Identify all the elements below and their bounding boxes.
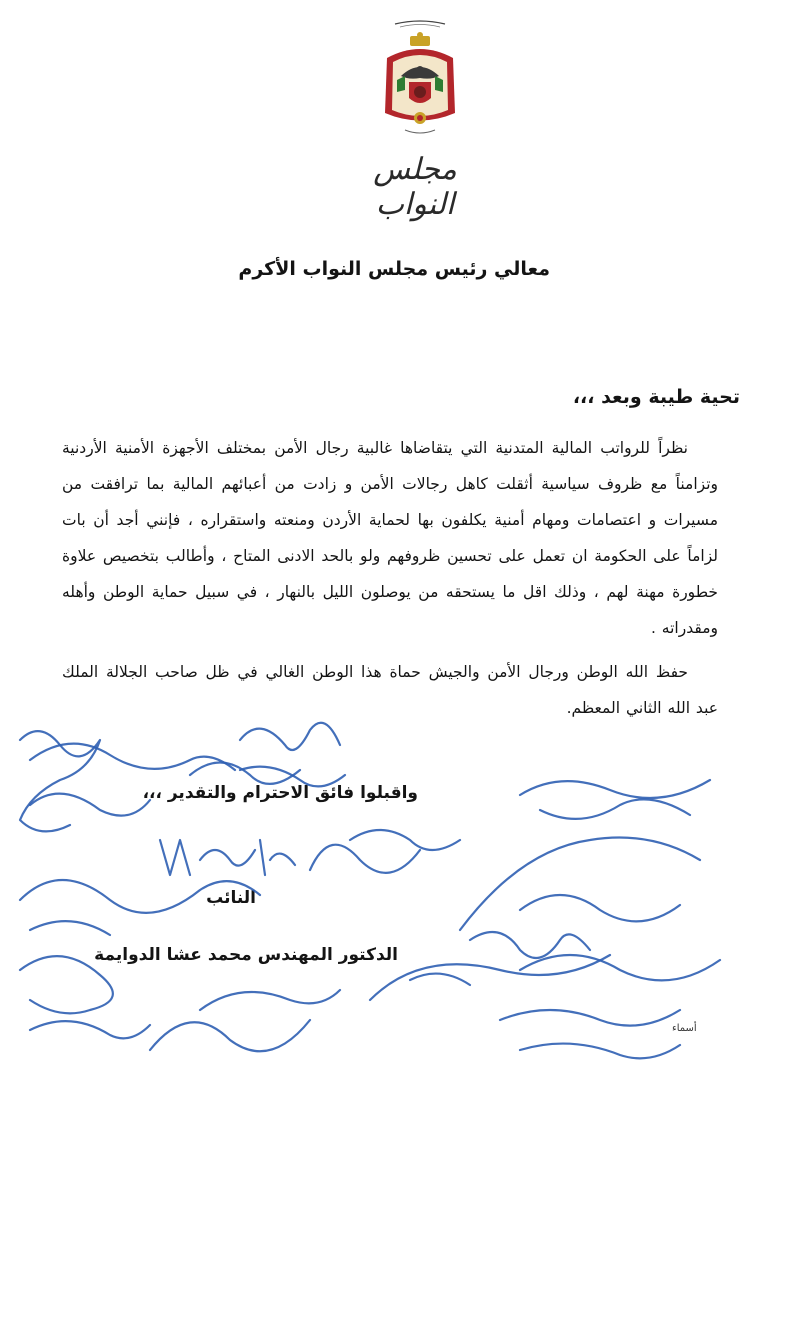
signature-6 bbox=[30, 794, 150, 816]
signatures-area bbox=[0, 700, 800, 1100]
signer-name: الدكتور المهندس محمد عشا الدوايمة bbox=[94, 945, 398, 965]
council-name: مجلس النواب bbox=[373, 152, 457, 222]
signature-2 bbox=[30, 744, 235, 770]
signature-3 bbox=[190, 763, 300, 784]
signature-20 bbox=[470, 932, 590, 958]
signature-13 bbox=[30, 1021, 150, 1038]
signature-15 bbox=[200, 990, 340, 1010]
names-label: أسماء bbox=[672, 1023, 697, 1034]
signature-22 bbox=[410, 974, 470, 985]
signature-7 bbox=[160, 840, 295, 875]
signature-4 bbox=[240, 723, 340, 750]
addressee-heading: معالي رئيس مجلس النواب الأكرم bbox=[238, 258, 550, 280]
signature-14 bbox=[150, 1020, 310, 1051]
signature-8 bbox=[310, 845, 420, 873]
signature-21 bbox=[370, 955, 610, 1000]
regards-line: واقبلوا فائق الاحترام والتقدير ،،، bbox=[142, 783, 418, 803]
greeting: تحية طيبة وبعد ،،، bbox=[572, 386, 740, 408]
signature-11 bbox=[30, 921, 110, 935]
signature-25 bbox=[520, 1044, 680, 1059]
jordan-coat-of-arms-icon bbox=[375, 18, 465, 143]
body-paragraph: نظراً للرواتب المالية المتدنية التي يتقاضاها غالبية رجال الأمن بمختلف الأجهزة الأمنية الأردنية وتزامناً مع ظروف سياسية أثقلت كاهل رجالات الأمن و زادت من أعبائهم المالية بما ترافقت من مسيرات و اعتصامات ومهام أمنية يكلفون بها لحماية الأردن ومنعته واستقراره ، فإنني أجد أن بات لزاماً على الحكومة ان تعمل على تحسين ظروفهم ولو بالحد الادنى المتاح ، وأطالب بتخصيص علاوة خطورة مهنة لهم ، وذلك اقل ما يستحقه من يوصلون الليل بالنهار ، في سبيل حماية الوطن وأهله ومقدراته . bbox=[62, 439, 718, 637]
signature-16 bbox=[520, 780, 710, 798]
letter-body bbox=[62, 430, 718, 726]
signature-1 bbox=[20, 731, 100, 831]
signature-23 bbox=[520, 955, 720, 980]
closing-paragraph: حفظ الله الوطن ورجال الأمن والجيش حماة هذا الوطن الغالي في ظل صاحب الجلالة الملك عبد الله الثاني المعظم. bbox=[62, 663, 718, 717]
signature-18 bbox=[460, 838, 700, 931]
signature-9 bbox=[350, 830, 460, 850]
signature-17 bbox=[540, 799, 690, 819]
signature-19 bbox=[520, 895, 680, 921]
signature-24 bbox=[500, 1010, 680, 1026]
deputy-label: النائب bbox=[206, 888, 256, 908]
